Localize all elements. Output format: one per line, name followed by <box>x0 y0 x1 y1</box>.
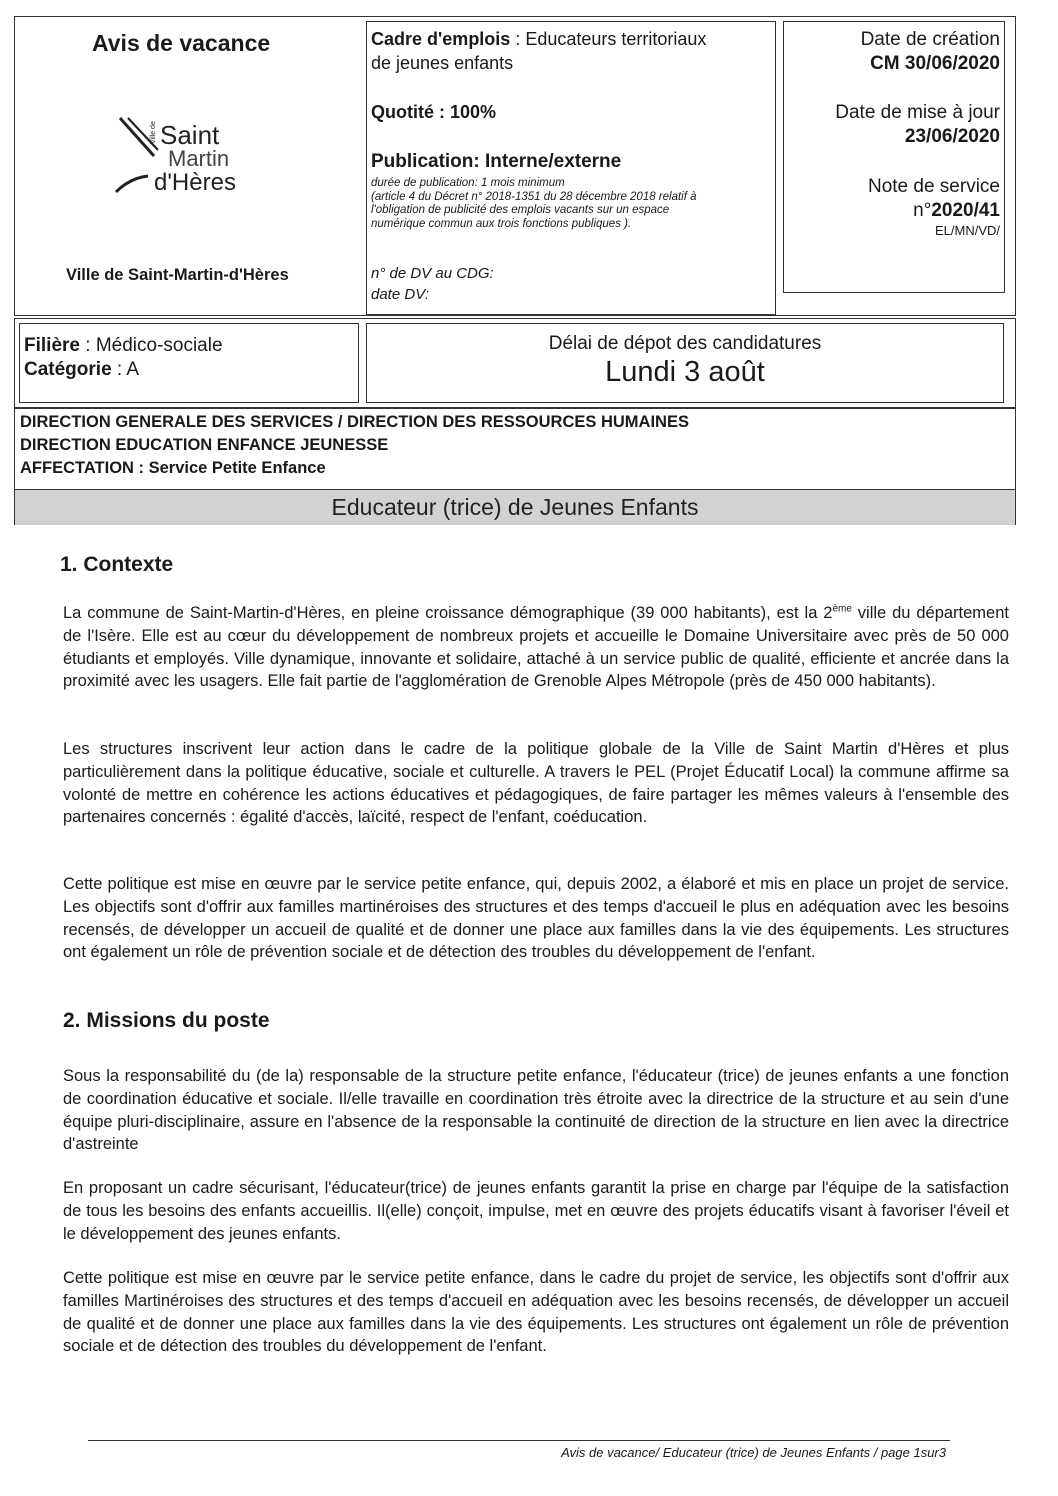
affectation: AFFECTATION : Service Petite Enfance <box>20 459 326 477</box>
date-maj-label: Date de mise à jour <box>835 102 1000 123</box>
logo-heres: d'Hères <box>154 169 236 196</box>
city-logo <box>108 116 238 196</box>
missions-paragraph-1: Sous la responsabilité du (de la) responsable de la structure petite enfance, l'éducateur (trice) de jeunes enfants a une fonction de coordination éducative et sociale. Il/elle travaille en coordination très étroite avec la directrice de la structure et au sein d'une équipe pluri-disciplinaire, assure en l'absence de la responsable la continuité de direction de la structure en lien avec la directrice d'astreinte <box>63 1067 1009 1154</box>
job-title: Educateur (trice) de Jeunes Enfants <box>331 494 699 520</box>
categorie-value: : A <box>111 359 140 380</box>
delai-date: Lundi 3 août <box>605 356 765 388</box>
pub-note-line: numérique commun aux trois fonctions publiques ). <box>371 217 632 230</box>
date-creation-value: CM 30/06/2020 <box>870 53 1000 74</box>
logo-martin: Martin <box>168 146 230 171</box>
page-footer: Avis de vacance/ Educateur (trice) de Jeunes Enfants / page 1sur3 <box>561 1445 946 1460</box>
categorie <box>24 359 139 381</box>
direction-line-1: DIRECTION GENERALE DES SERVICES / DIRECTION DES RESSOURCES HUMAINES <box>20 413 689 431</box>
note-label: Note de service <box>867 176 1000 197</box>
note-value-prefix: n° <box>913 200 932 221</box>
date-maj-value: 23/06/2020 <box>904 126 1000 147</box>
logo-ville-de: Ville de <box>150 121 157 144</box>
cadre-label: Cadre d'emplois <box>371 29 511 49</box>
cadre-line-1 <box>371 29 706 50</box>
cadre-value-2: de jeunes enfants <box>371 53 514 73</box>
delai-label: Délai de dépot des candidatures <box>548 333 822 354</box>
pub-note-line: l'obligation de publicité des emplois vacants sur un espace <box>371 204 670 216</box>
ville-name: Ville de Saint-Martin-d'Hères <box>66 266 289 284</box>
logo-saint: Saint <box>160 120 220 150</box>
footer-divider <box>88 1440 950 1441</box>
note-ref: EL/MN/VD/ <box>934 223 1000 238</box>
cadre-value-1: Educateurs territoriaux <box>525 29 707 49</box>
contexte-paragraph-1 <box>63 602 1009 693</box>
publication: Publication: Interne/externe <box>371 151 622 172</box>
filiere <box>24 335 223 357</box>
filiere-value: : Médico-sociale <box>79 335 223 356</box>
date-creation-label: Date de création <box>860 29 1000 50</box>
logo-swoosh <box>116 176 148 192</box>
quotite: Quotité : 100% <box>371 102 497 122</box>
pub-note-line: (article 4 du Décret n° 2018-1351 du 28 décembre 2018 relatif à <box>371 190 697 203</box>
categorie-label: Catégorie <box>24 359 112 380</box>
avis-title: Avis de vacance <box>92 30 271 56</box>
superscript-eme: ème <box>832 603 852 615</box>
contexte-paragraph-2: Les structures inscrivent leur action dans le cadre de la politique globale de la Ville de Saint Martin d'Hères et plus particulièrement dans la politique éducative, sociale et culturelle. A travers le PEL (Projet Éducatif Local) la commune affirme sa volonté de mettre en cohérence les actions éducatives et pédagogiques, de faire partager les mêmes valeurs à l'ensemble des partenaires concernés : égalité d'accès, laïcité, respect de l'enfant, coéducation. <box>63 740 1009 827</box>
missions-paragraph-2: En proposant un cadre sécurisant, l'éducateur(trice) de jeunes enfants garantit la prise en charge par l'équipe de la satisfaction de tous les besoins des enfants accueillis. Il(elle) conçoit, impulse, met en œuvre des projets éducatifs visant à favoriser l'éveil et le développement des jeunes enfants. <box>63 1179 1009 1243</box>
pub-note-line: durée de publication: 1 mois minimum <box>371 177 565 189</box>
dv-cdg: n° de DV au CDG: <box>371 265 494 282</box>
contexte-p1-end: ville du département de l'Isère. Elle est au cœur du développement de nombreux projets et accueille le Domaine Universitaire avec près de 50 000 étudiants et employés. Ville dynamique, innovante et solidaire, attaché à un service public de qualité, efficiente et ancrée dans la proximité avec les usagers. Elle fait partie de l'agglomération de Grenoble Alpes Métropole (près de 450 000 habitants). <box>63 604 1009 691</box>
cadre-sep: : <box>510 29 526 49</box>
section-missions-title: 2. Missions du poste <box>63 1009 270 1032</box>
contexte-p1-start: La commune de Saint-Martin-d'Hères, en pleine croissance démographique (39 000 habitants), est la 2 <box>63 604 833 622</box>
dv-date: date DV: <box>371 286 430 303</box>
note-number: 2020/41 <box>931 200 1000 221</box>
contexte-paragraph-3: Cette politique est mise en œuvre par le service petite enfance, qui, depuis 2002, a élaboré et mis en place un projet de service. Les objectifs sont d'offrir aux familles martinéroises des structures et des temps d'accueil le plus en adéquation avec les besoins recensés, de développer un accueil de qualité et de donner une place aux familles dans la vie des équipements. Les structures ont également un rôle de prévention sociale et de détection des troubles du développement de l'enfant. <box>63 875 1009 962</box>
publication-note <box>371 177 773 231</box>
section-contexte-title: 1. Contexte <box>60 553 174 576</box>
logo-stroke-1 <box>120 118 154 156</box>
filiere-label: Filière <box>24 335 80 356</box>
missions-paragraph-3: Cette politique est mise en œuvre par le service petite enfance, dans le cadre du projet de service, les objectifs sont d'offrir aux familles Martinéroises des structures et des temps d'accueil en adéquation avec les besoins recensés, de développer un accueil de qualité et de donner une place aux familles dans la vie des équipements. Les structures ont également un rôle de prévention sociale et de détection des troubles du développement de l'enfant. <box>63 1269 1009 1356</box>
note-value <box>913 200 1000 222</box>
direction-line-2: DIRECTION EDUCATION ENFANCE JEUNESSE <box>20 436 389 454</box>
